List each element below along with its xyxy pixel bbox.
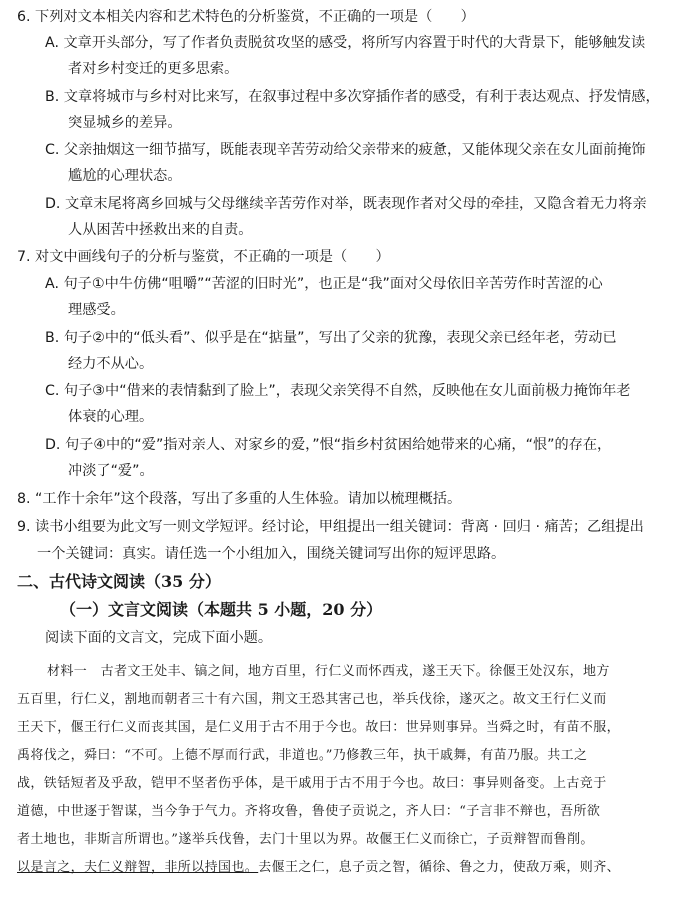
q7-option-b: B. 句子②中的“低头看”、似乎是在“掂量”，写出了父亲的犹豫，表现父亲已经年老，劳动已 [45,330,617,346]
q7-option-d: D. 句子④中的“爱”指对亲人、对家乡的爱，”恨“指乡村贫困给她带来的心痛，“恨”的存在， [45,437,612,453]
passage-line: 者土地也，非斯言所谓也。”遂举兵伐鲁，去门十里以为界。故偃王仁义而徐亡，子贡辩智而鲁削。 [17,832,594,847]
section-heading: 二、古代诗文阅读（35 分） [17,572,221,591]
reading-instruction: 阅读下面的文言文，完成下面小题。 [45,630,273,646]
passage-line: 禹将伐之，舜曰：“不可。上德不厚而行武，非道也。”乃修教三年，执干戚舞，有苗乃服。共工之 [17,748,588,763]
q7-option-c: C. 句子③中“借来的表情黏到了脸上”，表现父亲笑得不自然，反映他在女儿面前极力掩饰年老 [45,383,631,399]
q7-option-b-cont: 经力不从心。 [68,356,154,372]
underlined-sentence: 以是言之，夫仁义辩智，非所以持国也。 [17,860,259,875]
q6-option-c-cont: 尴尬的心理状态。 [68,168,182,184]
question-9: 9. 读书小组要为此文写一则文学短评。经讨论，甲组提出一组关键词：背离 · 回归 · 痛苦；乙组提出 [17,519,644,535]
question-9-cont: 一个关键词：真实。请任选一个小组加入，围绕关键词写出你的短评思路。 [37,546,506,562]
passage-line: 战，铁铦短者及乎敌，铠甲不坚者伤乎体，是干戚用于古不用于今也。故曰：事异则备变。上古竞于 [17,776,607,791]
q6-option-b: B. 文章将城市与乡村对比来写，在叙事过程中多次穿插作者的感受，有利于表达观点、抒发情感， [45,89,660,105]
subsection-heading: （一）文言文阅读（本题共 5 小题，20 分） [60,600,383,619]
q6-option-a: A. 文章开头部分，写了作者负责脱贫攻坚的感受，将所写内容置于时代的大背景下，能够触发读 [45,35,646,51]
passage-line: 材料一 古者文王处丰、镐之间，地方百里，行仁义而怀西戎，遂王天下。徐偃王处汉东，地方 [47,664,610,679]
q6-option-c: C. 父亲抽烟这一细节描写，既能表现辛苦劳动给父亲带来的疲惫，又能体现父亲在女儿面前掩饰 [45,142,646,158]
q6-option-d-cont: 人从困苦中拯救出来的自责。 [68,222,253,238]
passage-line: 道德，中世逐于智谋，当今争于气力。齐将攻鲁，鲁使子贡说之，齐人曰：“子言非不辩也，吾所欲 [17,804,601,819]
question-7-stem: 7. 对文中画线句子的分析与鉴赏，不正确的一项是（ ） [17,249,390,265]
passage-line: 五百里，行仁义，割地而朝者三十有六国，荆文王恐其害己也，举兵伐徐，遂灭之。故文王行仁义而 [17,692,607,707]
q7-option-a-cont: 理感受。 [68,302,125,318]
q6-option-a-cont: 者对乡村变迁的更多思索。 [68,61,239,77]
q6-option-d: D. 文章末尾将离乡回城与父母继续辛苦劳作对举，既表现作者对父母的牵挂，又隐含着无力将亲 [45,196,647,212]
q7-option-c-cont: 体衰的心理。 [68,409,154,425]
passage-line [17,860,620,876]
q6-option-b-cont: 突显城乡的差异。 [68,115,182,131]
q7-option-d-cont: 冲淡了“爱”。 [68,463,154,479]
q7-option-a: A. 句子①中牛仿佛“咀嚼”“苦涩的旧时光”，也正是“我”面对父母依旧辛苦劳作时苦涩的心 [45,276,603,292]
passage-line: 王天下，偃王行仁义而丧其国，是仁义用于古不用于今也。故曰：世异则事异。当舜之时，有苗不服， [17,720,621,735]
question-6-stem: 6. 下列对文本相关内容和艺术特色的分析鉴赏，不正确的一项是（ ） [17,9,475,25]
question-8: 8. “工作十余年”这个段落，写出了多重的人生体验。请加以梳理概括。 [17,491,462,507]
passage-text: 去偃王之仁，息子贡之智，循徐、鲁之力，使敌万乘，则齐、 [258,860,621,875]
